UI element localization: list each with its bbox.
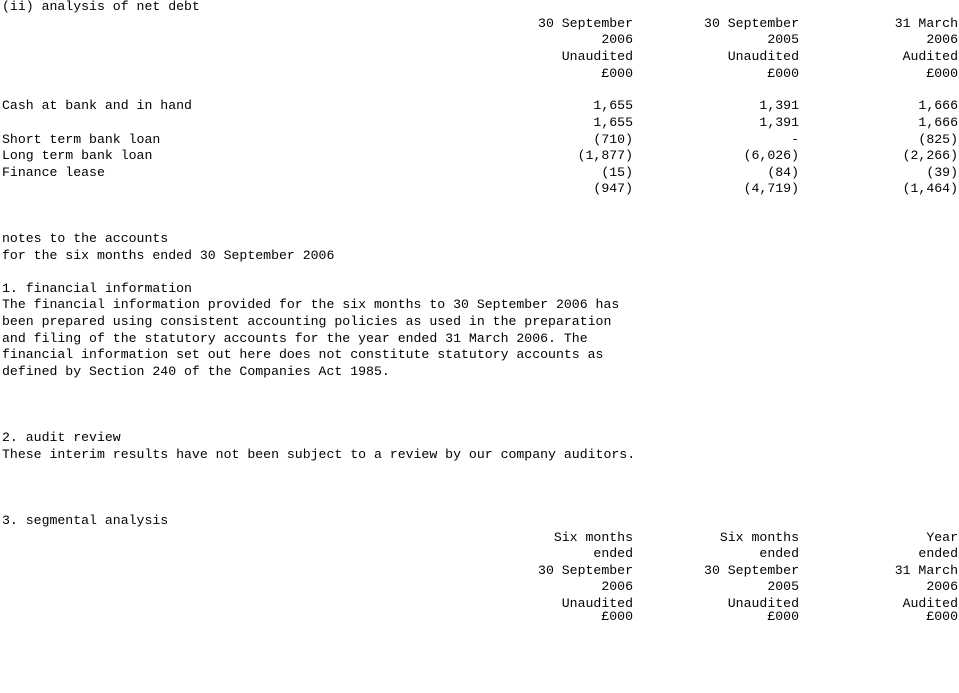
value-cell: (4,719)	[743, 181, 799, 196]
segmental-analysis-heading: 3. segmental analysis	[2, 513, 169, 528]
header-cell: £000	[767, 609, 799, 624]
value-cell: (84)	[767, 165, 799, 180]
table-row	[0, 164, 959, 181]
header-cell: 31 March	[894, 16, 958, 31]
paragraph-line: defined by Section 240 of the Companies Act 1985.	[2, 364, 390, 379]
audit-review-heading: 2. audit review	[2, 430, 121, 445]
header-cell: 2006	[601, 32, 633, 47]
header-cell: Unaudited	[727, 49, 799, 64]
header-cell: 2005	[767, 32, 799, 47]
header-cell: £000	[601, 609, 633, 624]
value-cell: (1,464)	[902, 181, 958, 196]
header-cell: 30 September	[538, 16, 633, 31]
net-debt-header-row	[0, 48, 959, 65]
value-cell: 1,655	[593, 98, 633, 113]
header-cell: ended	[759, 546, 799, 561]
header-cell: ended	[593, 546, 633, 561]
header-cell: 31 March	[894, 563, 958, 578]
header-cell: £000	[601, 66, 633, 81]
paragraph-line: financial information set out here does not constitute statutory accounts as	[2, 347, 604, 362]
header-cell: Year	[926, 530, 958, 545]
header-cell: Unaudited	[561, 49, 633, 64]
table-row	[0, 147, 959, 164]
header-cell: £000	[767, 66, 799, 81]
table-row	[0, 114, 959, 131]
net-debt-header-row	[0, 31, 959, 48]
value-cell: 1,655	[593, 115, 633, 130]
table-row	[0, 131, 959, 148]
header-cell: 30 September	[704, 16, 799, 31]
net-debt-title: (ii) analysis of net debt	[2, 0, 200, 14]
header-cell: £000	[926, 66, 958, 81]
segmental-header-row	[0, 545, 959, 562]
header-cell: 2006	[926, 32, 958, 47]
header-cell: 2006	[601, 579, 633, 594]
header-cell: 30 September	[704, 563, 799, 578]
header-cell: Audited	[902, 596, 958, 611]
value-cell: 1,666	[918, 98, 958, 113]
header-cell: Unaudited	[727, 596, 799, 611]
row-label: Cash at bank and in hand	[2, 98, 192, 113]
segmental-header-row	[0, 608, 959, 625]
value-cell: 1,391	[759, 98, 799, 113]
value-cell: (1,877)	[577, 148, 633, 163]
value-cell: (15)	[601, 165, 633, 180]
value-cell: (6,026)	[743, 148, 799, 163]
row-label: Finance lease	[2, 165, 105, 180]
row-label: Short term bank loan	[2, 132, 161, 147]
value-cell: (947)	[593, 181, 633, 196]
table-row	[0, 180, 959, 197]
table-row	[0, 97, 959, 114]
notes-heading: notes to the accounts	[2, 231, 169, 246]
row-label: Long term bank loan	[2, 148, 153, 163]
header-cell: Six months	[719, 530, 799, 545]
paragraph-line: The financial information provided for the six months to 30 September 2006 has	[2, 297, 620, 312]
audit-review-text: These interim results have not been subject to a review by our company auditors.	[2, 447, 636, 462]
value-cell: (2,266)	[902, 148, 958, 163]
segmental-header-row	[0, 529, 959, 546]
value-cell: (710)	[593, 132, 633, 147]
header-cell: £000	[926, 609, 958, 624]
header-cell: Audited	[902, 49, 958, 64]
value-cell: 1,666	[918, 115, 958, 130]
net-debt-header-row	[0, 15, 959, 32]
value-cell: -	[791, 132, 799, 147]
header-cell: ended	[918, 546, 958, 561]
financial-information-heading: 1. financial information	[2, 281, 192, 296]
header-cell: 2006	[926, 579, 958, 594]
paragraph-line: been prepared using consistent accounting policies as used in the preparation	[2, 314, 612, 329]
segmental-header-row	[0, 562, 959, 579]
header-cell: 2005	[767, 579, 799, 594]
header-cell: 30 September	[538, 563, 633, 578]
header-cell: Six months	[553, 530, 633, 545]
net-debt-header-row	[0, 65, 959, 82]
value-cell: (825)	[918, 132, 958, 147]
value-cell: 1,391	[759, 115, 799, 130]
paragraph-line: and filing of the statutory accounts for the year ended 31 March 2006. The	[2, 331, 588, 346]
value-cell: (39)	[926, 165, 958, 180]
notes-period: for the six months ended 30 September 2006	[2, 248, 335, 263]
segmental-header-row	[0, 578, 959, 595]
header-cell: Unaudited	[561, 596, 633, 611]
